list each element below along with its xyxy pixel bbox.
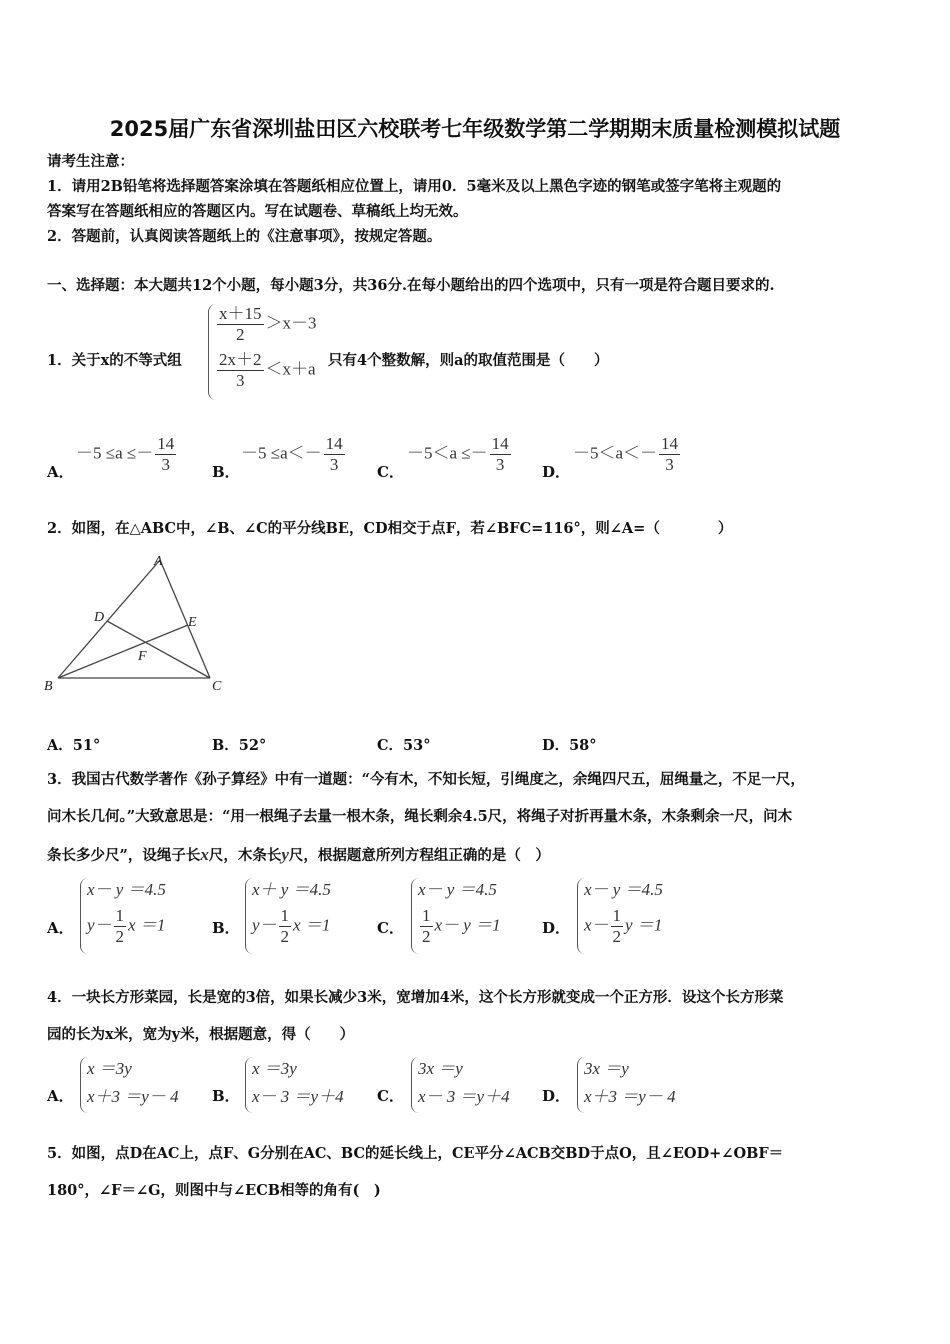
var-x: x	[200, 845, 209, 864]
label-e: E	[188, 615, 197, 630]
q2-text: 2．如图，在△ABC中，∠B、∠C的平分线BE，CD相交于点F，若∠BFC=116°，则∠A=（ ）	[47, 520, 733, 537]
q1-option-d-label[interactable]: D．	[542, 463, 571, 481]
notice-line-1b: 答案写在答题纸相应的答题区内。写在试题卷、草稿纸上均无效。	[47, 203, 468, 220]
q4-option-c-system: 3x ＝y x－ 3 ＝y＋4	[411, 1057, 510, 1113]
q3-option-b-system: x＋ y ＝4.5 y－ $\frac{1}{2}$ x ＝1	[245, 878, 331, 954]
label-c: C	[212, 679, 222, 694]
q1-ineq1-rhs: ＞x－3	[265, 313, 317, 333]
q1-option-b-label[interactable]: B．	[212, 463, 240, 481]
q3-option-c-system: x－ y ＝4.5 $\frac{1}{2}$ x－ y ＝1	[411, 878, 501, 954]
q2-option-d[interactable]: D．58°	[542, 737, 597, 754]
q1-ineq1-num: x＋15	[219, 304, 262, 323]
q1-option-a-value: －5 ≤a ≤－ $\frac{14}{3}$	[76, 434, 175, 474]
q1-prefix: 1．关于x的不等式组	[47, 352, 182, 369]
segment-be	[58, 625, 188, 678]
q1-suffix: 只有4个整数解，则a的取值范围是（ ）	[328, 352, 609, 369]
q3-line-2: 问木长几何。”大致意思是：“用一根绳子去量一根木条，绳长剩余4.5尺，将绳子对折再量木条，木条剩余一尺，问木	[47, 808, 793, 825]
q3-option-a-label[interactable]: A．	[47, 919, 74, 937]
q1-option-c-label[interactable]: C．	[377, 463, 404, 481]
q1-ineq2-rhs: ＜x＋a	[265, 359, 316, 379]
label-d: D	[94, 610, 105, 625]
q1-inequality-system	[208, 304, 317, 400]
notice-line-2: 2．答题前，认真阅读答题纸上的《注意事项》，按规定答题。	[47, 228, 442, 245]
q4-option-b-system: x ＝3y x－ 3 ＝y＋4	[245, 1057, 344, 1113]
page-title: 2025届广东省深圳盐田区六校联考七年级数学第二学期期末质量检测模拟试题	[109, 117, 841, 141]
notice-heading: 请考生注意：	[47, 153, 134, 170]
q1-ineq2-num: 2x＋2	[219, 350, 262, 369]
q1-option-b-value: －5 ≤a＜－ $\frac{14}{3}$	[241, 434, 343, 474]
q1-option-d-value: －5＜a＜－ $\frac{14}{3}$	[573, 434, 679, 474]
q1-ineq1-den: 2	[236, 325, 245, 344]
q5-line-1: 5．如图，点D在AC上，点F、G分别在AC、BC的延长线上，CE平分∠ACB交BD于点O，且∠EOD+∠OBF＝	[47, 1145, 784, 1162]
section-heading: 一、选择题：本大题共12个小题，每小题3分，共36分.在每小题给出的四个选项中，只有一项是符合题目要求的.	[47, 277, 775, 294]
q3-option-c-label[interactable]: C．	[377, 919, 404, 937]
q1-ineq2-den: 3	[236, 371, 245, 390]
q5-line-2: 180°，∠F＝∠G，则图中与∠ECB相等的角有( )	[47, 1182, 381, 1199]
var-y: y	[281, 845, 289, 864]
label-f: F	[138, 649, 147, 664]
q4-option-d-label[interactable]: D．	[542, 1087, 571, 1105]
label-b: B	[44, 679, 53, 694]
q1-option-a-label[interactable]: A．	[47, 463, 74, 481]
q3-option-d-label[interactable]: D．	[542, 919, 571, 937]
q4-line-1: 4．一块长方形菜园，长是宽的3倍，如果长减少3米，宽增加4米，这个长方形就变成一个正方形．设这个长方形菜	[47, 989, 784, 1006]
q3-line-1: 3．我国古代数学著作《孙子算经》中有一道题：“今有木，不知长短，引绳度之，余绳四尺五，屈绳量之，不足一尺，	[47, 771, 805, 788]
q4-option-b-label[interactable]: B．	[212, 1087, 240, 1105]
label-a: A	[154, 554, 163, 569]
q3-line-3: 条长多少尺”，设绳子长x尺，木条长y尺，根据题意所列方程组正确的是（ ）	[47, 845, 550, 864]
q4-option-a-system: x ＝3y x＋3 ＝y－ 4	[80, 1057, 179, 1113]
q2-option-c[interactable]: C．53°	[377, 737, 431, 754]
q3-option-d-system: x－ y ＝4.5 x－ $\frac{1}{2}$ y ＝1	[577, 878, 663, 954]
q2-option-a[interactable]: A．51°	[47, 737, 101, 754]
q4-option-d-system: 3x ＝y x＋3 ＝y－ 4	[577, 1057, 676, 1113]
segment-ac	[160, 560, 210, 678]
q3-option-a-system: x－ y ＝4.5 y－ $\frac{1}{2}$ x ＝1	[80, 878, 166, 954]
notice-line-1: 1．请用2B铅笔将选择题答案涂填在答题纸相应位置上，请用0．5毫米及以上黑色字迹的钢笔或签字笔将主观题的	[47, 178, 782, 195]
q2-triangle-figure	[40, 548, 240, 698]
q4-option-c-label[interactable]: C．	[377, 1087, 404, 1105]
q4-line-2: 园的长为x米，宽为y米，根据题意，得（ ）	[47, 1026, 355, 1043]
q2-option-b[interactable]: B．52°	[212, 737, 267, 754]
q3-option-b-label[interactable]: B．	[212, 919, 240, 937]
q1-option-c-value: －5＜a ≤－ $\frac{14}{3}$	[407, 434, 509, 474]
q4-option-a-label[interactable]: A．	[47, 1087, 74, 1105]
